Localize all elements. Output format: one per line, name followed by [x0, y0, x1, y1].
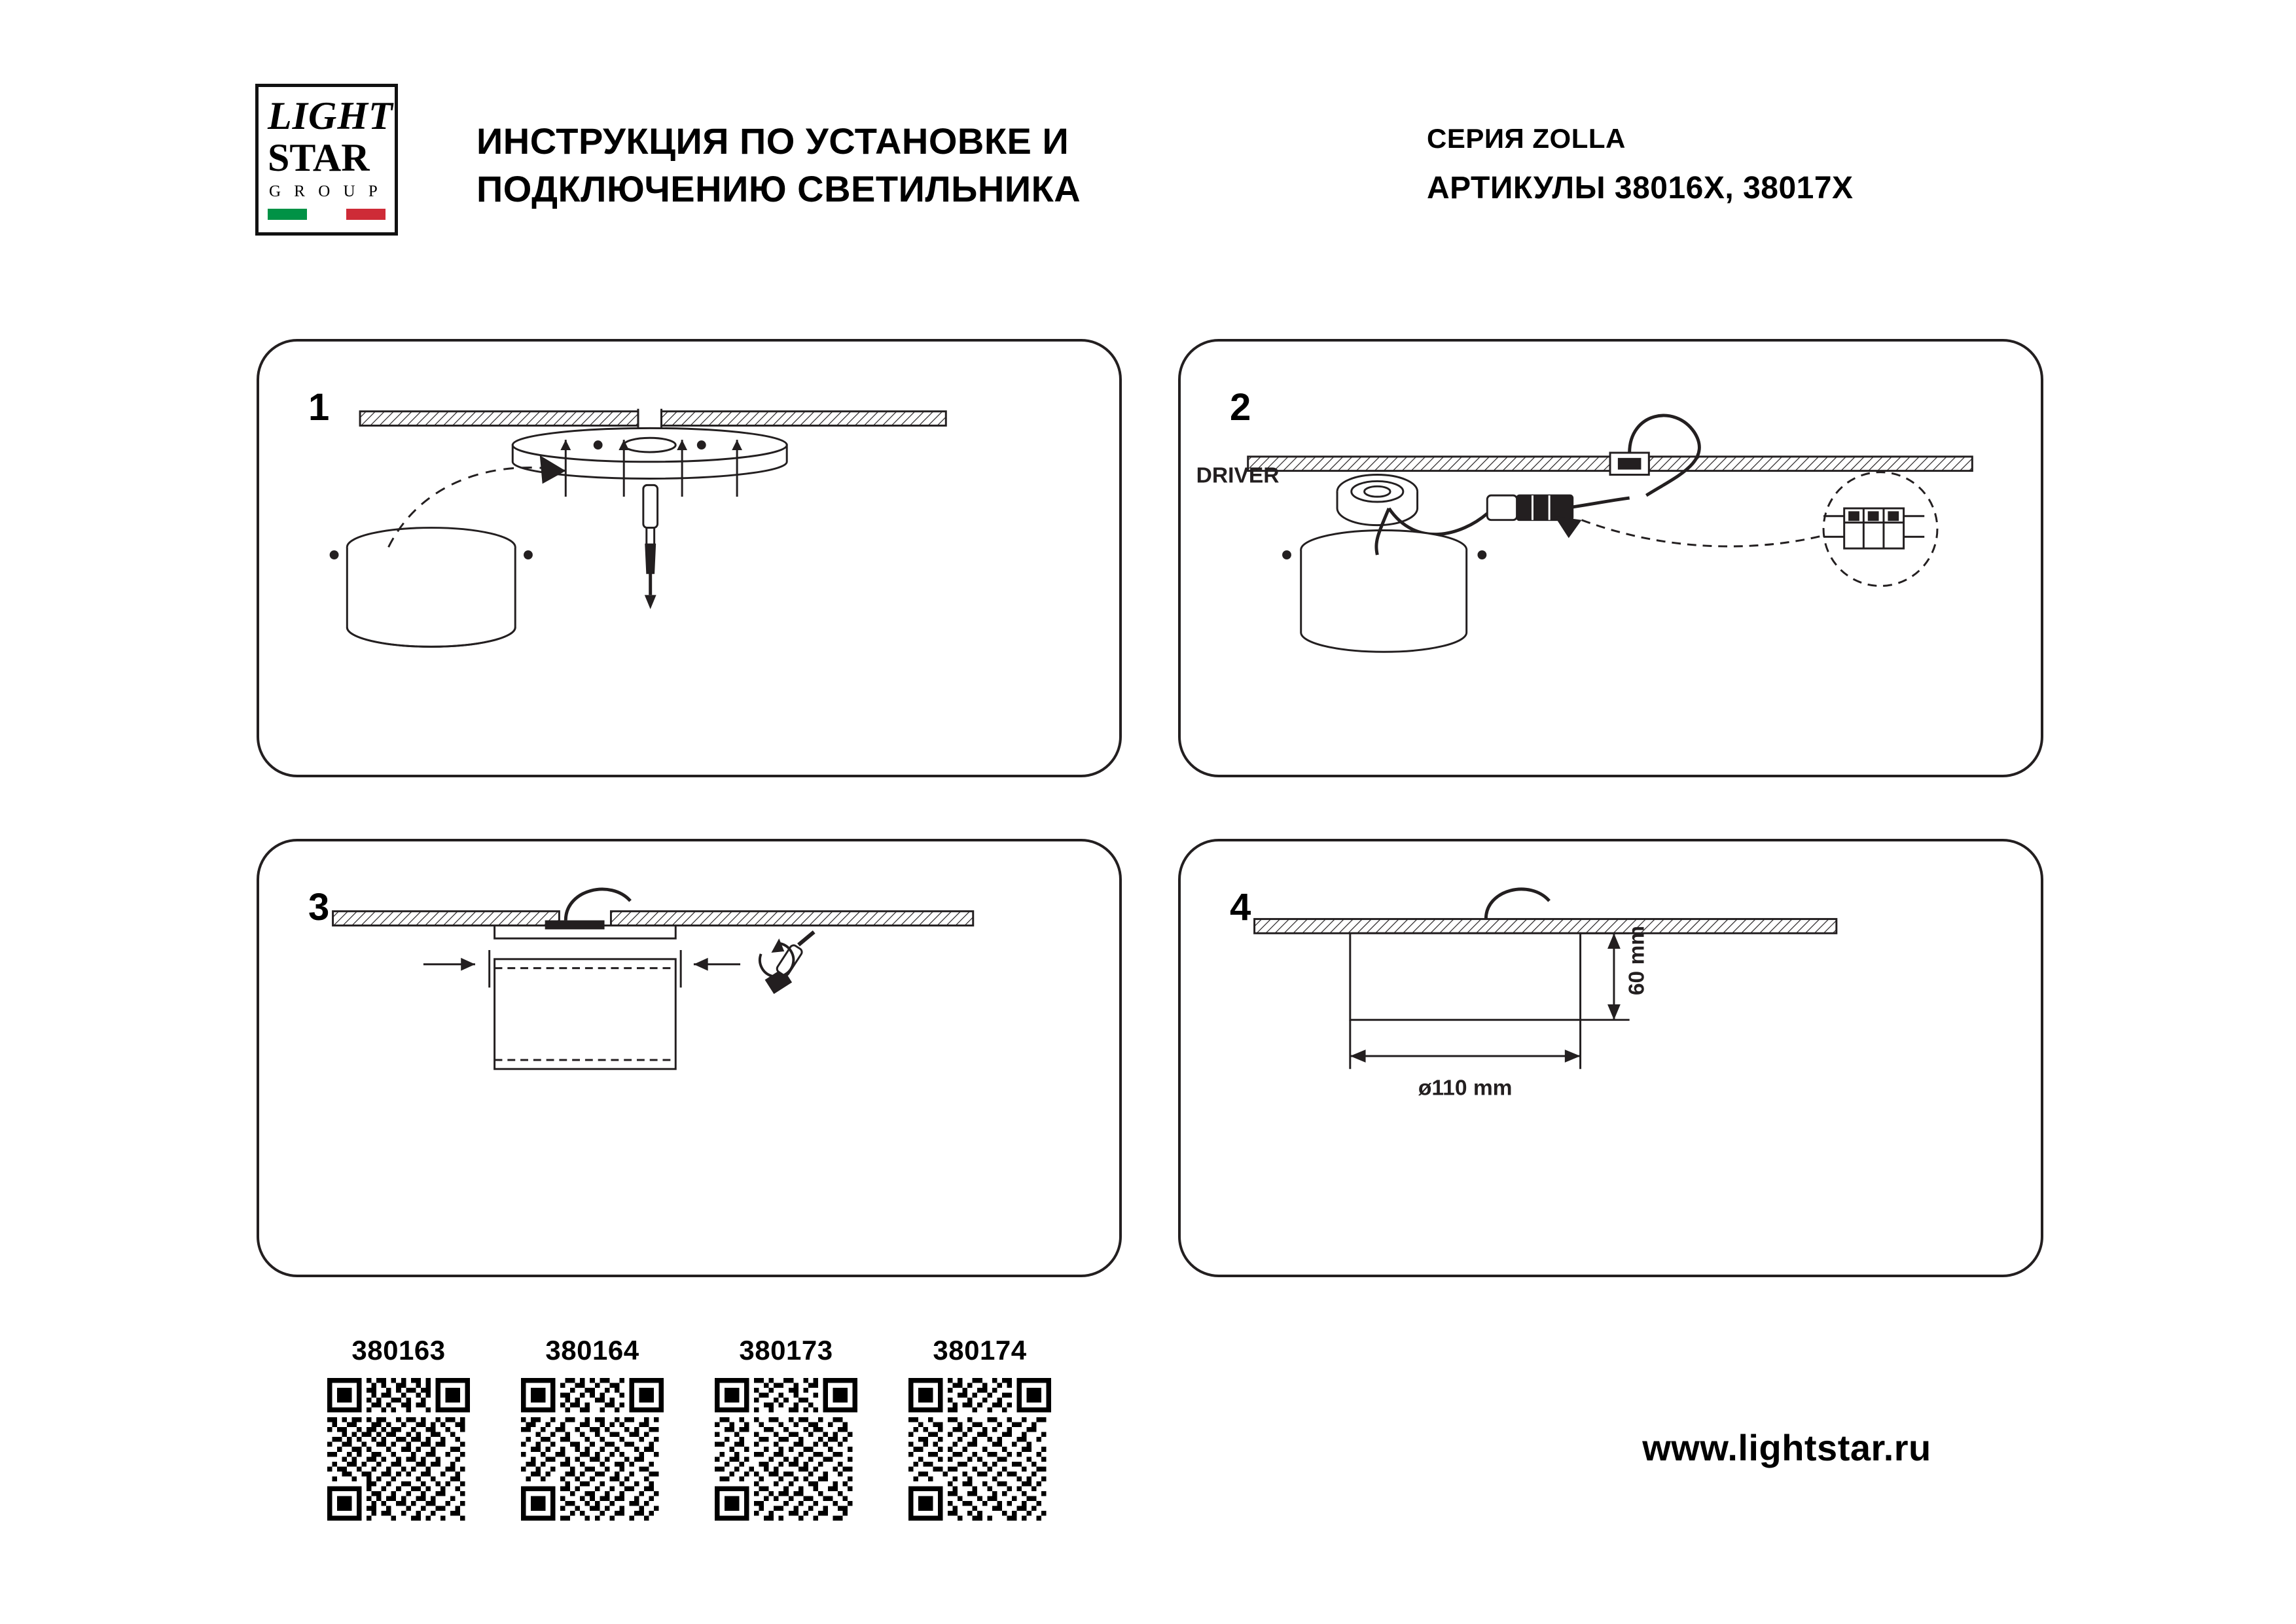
qr-code-image[interactable] — [715, 1378, 857, 1521]
page-footer — [0, 1309, 2296, 1624]
logo-line-light: LIGHT — [268, 94, 393, 137]
step-2-diagram — [1181, 342, 2041, 775]
page-header — [0, 0, 2296, 308]
step-4-diagram — [1181, 841, 2041, 1275]
qr-code-label: 380174 — [933, 1335, 1027, 1366]
qr-item[interactable] — [521, 1335, 664, 1521]
step-panel-4 — [1178, 839, 2043, 1277]
step-number-3: 3 — [308, 886, 330, 928]
qr-item[interactable] — [715, 1335, 857, 1521]
step-panel-2 — [1178, 339, 2043, 777]
qr-code-image[interactable] — [521, 1378, 664, 1521]
step-panel-3 — [257, 839, 1122, 1277]
qr-code-group — [327, 1335, 1051, 1521]
articles-label: АРТИКУЛЫ 38016Х, 38017Х — [1427, 171, 1854, 205]
brand-logo — [255, 84, 398, 236]
step-3-diagram — [259, 841, 1119, 1275]
italian-flag-icon — [268, 209, 386, 220]
qr-item[interactable] — [327, 1335, 470, 1521]
qr-code-image[interactable] — [908, 1378, 1051, 1521]
logo-line-group: G R O U P — [269, 183, 382, 200]
step-1-diagram — [259, 342, 1119, 775]
website-url[interactable]: www.lightstar.ru — [1642, 1427, 1931, 1468]
step-number-2: 2 — [1230, 386, 1251, 429]
qr-code-label: 380173 — [739, 1335, 833, 1366]
step-panel-1 — [257, 339, 1122, 777]
qr-code-image[interactable] — [327, 1378, 470, 1521]
step-number-4: 4 — [1230, 886, 1251, 928]
qr-item[interactable] — [908, 1335, 1051, 1521]
height-dimension-label: 60 mm — [1624, 925, 1649, 996]
logo-line-star: STAR — [268, 136, 370, 179]
qr-code-label: 380164 — [545, 1335, 639, 1366]
product-info — [1427, 123, 2147, 206]
series-label: СЕРИЯ ZOLLA — [1427, 123, 1626, 154]
driver-label: DRIVER — [1196, 463, 1280, 488]
step-number-1: 1 — [308, 386, 330, 429]
qr-code-label: 380163 — [351, 1335, 446, 1366]
page-title: ИНСТРУКЦИЯ ПО УСТАНОВКЕ И ПОДКЛЮЧЕНИЮ СВЕТИЛЬНИКА — [476, 120, 1081, 209]
diameter-dimension-label: ø110 mm — [1418, 1076, 1513, 1101]
